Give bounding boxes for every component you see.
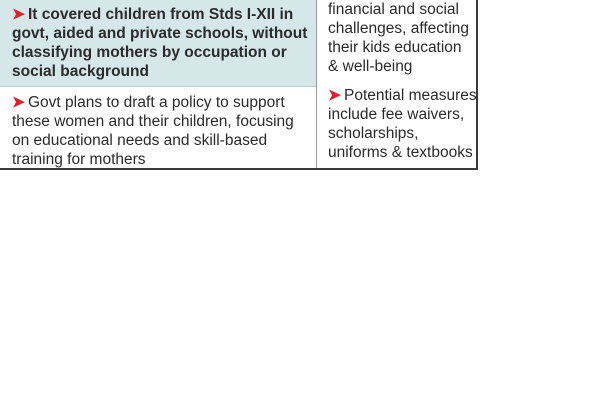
right-top-line: challenges, affecting xyxy=(328,20,470,37)
arrow-right-icon: ➤ xyxy=(12,94,25,111)
right-bullet-line: Potential measures xyxy=(344,87,477,104)
right-bullet-line: uniforms & textbooks xyxy=(328,144,473,161)
right-top-text xyxy=(328,0,469,76)
right-bullet-line: scholarships, xyxy=(328,125,419,142)
infographic-panel xyxy=(0,0,478,170)
right-bullet-line: include fee waivers, xyxy=(328,106,465,123)
plain-bullet-text: Govt plans to draft a policy to support these women and their children, focusing on educational needs and skill-based training for mothers xyxy=(12,94,294,168)
arrow-right-icon: ➤ xyxy=(328,87,341,104)
arrow-right-icon: ➤ xyxy=(12,6,25,23)
left-column xyxy=(0,0,317,168)
plain-bullet xyxy=(0,86,316,168)
right-top-line: their kids education xyxy=(328,39,462,56)
right-top-line: & well-being xyxy=(328,58,413,75)
highlighted-bullet xyxy=(0,0,316,86)
right-top-line: financial and social xyxy=(328,1,459,18)
highlighted-bullet-text: It covered children from Stds I-XII in govt, aided and private schools, without classifying mothers by occupation or social background xyxy=(12,6,308,80)
right-column xyxy=(318,0,476,168)
right-bullet xyxy=(328,86,477,162)
